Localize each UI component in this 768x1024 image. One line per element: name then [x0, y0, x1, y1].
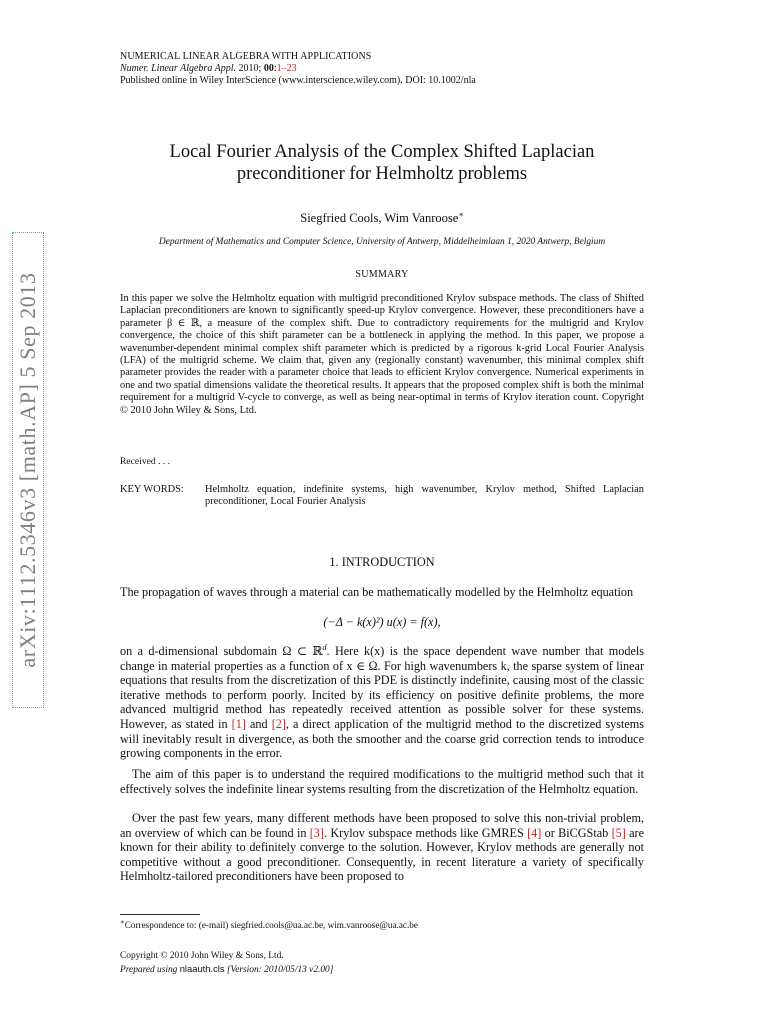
affiliation: Department of Mathematics and Computer Science, University of Antwerp, Middelheimlaan 1, 2020 Antwerp, Belgium	[158, 237, 606, 247]
p4-text-d: are known for their ability to definitely converge to the solution. However, Krylov methods are generally not competitive without a good preconditioner. Consequently, in recent literature a variety of specifically Helmholtz-tailored preconditioners have been proposed to	[120, 825, 644, 884]
p4-text-b: . Krylov subspace methods like GMRES	[323, 825, 528, 840]
keywords	[120, 484, 644, 509]
prepared-using	[120, 963, 333, 976]
paper-title	[120, 141, 644, 185]
author-footnote-mark: ∗	[458, 210, 464, 219]
prepared-cls: nlaauth.cls	[179, 963, 225, 974]
keywords-text: Helmholtz equation, indefinite systems, high wavenumber, Krylov method, Shifted Laplacian preconditioner, Local Fourier Analysis	[205, 484, 644, 508]
citation-link-1[interactable]: [1]	[231, 717, 246, 732]
p2-text-c: and	[245, 717, 272, 732]
p2-text-d: , a direct application of the multigrid method to the discretized systems will inevitably result in divergence, as both the smoother and the coarse grid correction tends to introduce growing components in the error.	[120, 717, 644, 761]
title-line-2: preconditioner for Helmholtz problems	[236, 164, 528, 184]
citation-pages-link[interactable]: 1–23	[276, 63, 297, 74]
abstract-text: In this paper we solve the Helmholtz equation with multigrid preconditioned Krylov subspace methods. The class of Shifted Laplacian preconditioners are known to significantly speed-up Krylov convergence. However, these preconditioners have a parameter β ∈ ℝ, a measure of the complex shift. Due to contradictory requirements for the multigrid and Krylov convergence, the choice of this shift parameter can be a bottleneck in applying the method. In this paper, we propose a wavenumber-dependent minimal complex shift parameter which is predicted by a rigorous k-grid Local Fourier Analysis (LFA) of the multigrid scheme. We claim that, given any (regionally constant) wavenumber, this minimal complex shift parameter provides the reader with a parameter choice that leads to efficient Krylov convergence. Numerical experiments in one and two spatial dimensions validate the theoretical results. It appears that the proposed complex shift is both the minimal requirement for a multigrid V-cycle to converge, as well as being near-optimal in terms of Krylov iteration count. Copyright © 2010 John Wiley & Sons, Ltd.	[120, 293, 644, 416]
citation-year: 2010;	[236, 63, 264, 74]
author-names: Siegfried Cools, Wim Vanroose	[300, 211, 459, 226]
paragraph-2	[120, 641, 644, 761]
citation-link-2[interactable]: [2]	[271, 717, 286, 732]
prepared-prefix: Prepared using	[120, 965, 180, 975]
citation-link-3[interactable]: [3]	[309, 825, 324, 840]
footnote	[120, 917, 418, 931]
footnote-text: Correspondence to: (e-mail) siegfried.cools@ua.ac.be, wim.vanroose@ua.ac.be	[124, 920, 418, 931]
received-date: Received . . .	[120, 456, 171, 467]
keywords-label: KEY WORDS:	[120, 484, 184, 495]
authors	[120, 207, 644, 226]
prepared-suffix: [Version: 2010/05/13 v2.00]	[224, 965, 334, 975]
journal-name: NUMERICAL LINEAR ALGEBRA WITH APPLICATIONS	[120, 51, 372, 62]
p4-text-a: Over the past few years, many different methods have been proposed to solve this non-trivial problem, an overview of which can be found in	[120, 811, 644, 840]
paragraph-3: The aim of this paper is to understand the required modifications to the multigrid method such that it effectively solves the indefinite linear systems resulting from the discretization of the Helmholtz equation.	[120, 767, 644, 796]
journal-citation	[120, 63, 297, 75]
p2-text-a: on a d-dimensional subdomain Ω ⊂ ℝ	[120, 644, 323, 659]
helmholtz-equation: (−Δ − k(x)²) u(x) = f(x),	[323, 615, 441, 629]
title-line-1: Local Fourier Analysis of the Complex Shifted Laplacian	[169, 142, 595, 162]
citation-link-5[interactable]: [5]	[611, 825, 626, 840]
citation-link-4[interactable]: [4]	[527, 825, 542, 840]
citation-journal: Numer. Linear Algebra Appl.	[120, 63, 237, 74]
paragraph-4	[120, 811, 644, 884]
citation-colon: :	[273, 63, 277, 74]
paragraph-1: The propagation of waves through a material can be mathematically modelled by the Helmholtz equation	[120, 585, 634, 599]
citation-volume: 00	[263, 63, 274, 74]
footnote-rule	[120, 914, 200, 915]
publication-info: Published online in Wiley InterScience (www.interscience.wiley.com). DOI: 10.1002/nla	[120, 75, 476, 86]
copyright-notice: Copyright © 2010 John Wiley & Sons, Ltd.	[120, 951, 284, 961]
arxiv-stamp: arXiv:1112.5346v3 [math.AP] 5 Sep 2013	[15, 272, 40, 668]
section-heading: 1. INTRODUCTION	[329, 555, 435, 569]
footnote-mark: ∗	[120, 918, 125, 926]
p4-text-c: or BiCGStab	[541, 825, 612, 840]
summary-heading: SUMMARY	[355, 269, 409, 280]
p2-text-b: . Here k(x) is the space dependent wave number that models change in material properties as a function of x ∈ Ω. For high wavenumbers k, the sparse system of linear equations that results from the discretization of this PDE is distinctly indefinite, causing most of the classic iterative methods to perform poorly. Incited by its efficiency on positive definite problems, the more advanced multigrid method has repeatedly received attention as possible solver for these systems. However, as stated in	[120, 644, 644, 732]
p2-superscript: d	[322, 643, 327, 652]
